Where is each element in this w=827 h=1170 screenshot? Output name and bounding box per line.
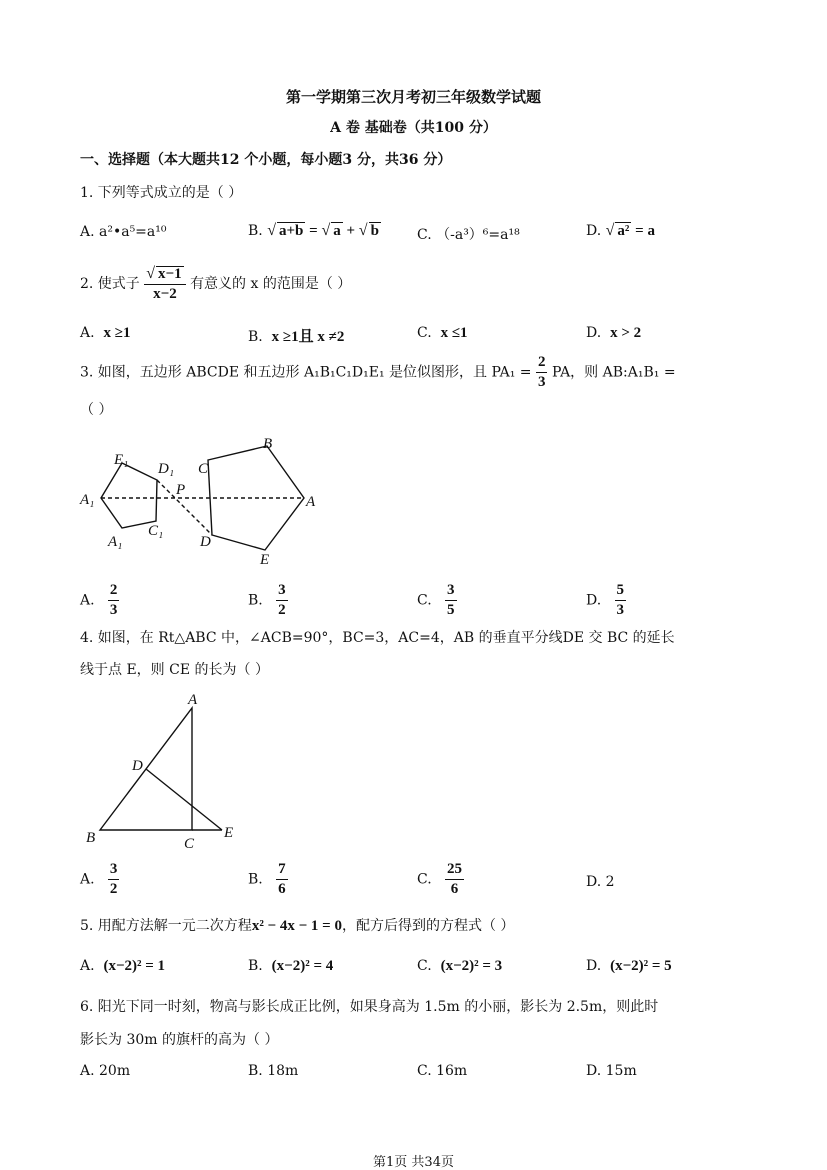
section-heading: 一、选择题（本大题共12 个小题，每小题3 分，共36 分） xyxy=(80,152,452,168)
q4-option-d: D. 2 xyxy=(586,874,615,890)
label-C: C xyxy=(198,461,209,477)
q3-c-label: C. xyxy=(417,592,432,609)
q5-d-label: D. xyxy=(586,958,602,974)
q3-option-b xyxy=(248,583,288,618)
q2-option-c xyxy=(417,325,468,342)
segment-de xyxy=(146,769,222,830)
q2-b-value: x ≥1且 x ≠2 xyxy=(271,329,345,345)
q3-a-label: A. xyxy=(80,592,95,609)
q4-a-num: 3 xyxy=(108,862,120,880)
q6-option-c: C. 16m xyxy=(417,1063,468,1079)
q3-suffix: PA，则 AB:A₁B₁ = xyxy=(551,364,676,381)
question-3-stem xyxy=(80,355,676,390)
small-pentagon xyxy=(101,463,157,528)
label-A: A xyxy=(306,494,316,510)
q3-a-num: 2 xyxy=(108,583,120,601)
q2-a-label: A. xyxy=(80,325,95,341)
fig4-label-B: B xyxy=(86,830,96,846)
q1-option-d: D. √ a² = a xyxy=(586,222,655,239)
q3-paren: （ ） xyxy=(80,402,113,418)
label-A1: A₁ xyxy=(80,492,95,508)
q3-d-num: 5 xyxy=(615,583,627,601)
q4-option-b xyxy=(248,862,288,897)
q2-a-value: x ≥1 xyxy=(103,325,131,341)
question-5-stem xyxy=(80,915,514,935)
q3-ratio-fraction xyxy=(536,355,548,390)
q3-figure-pentagons xyxy=(78,430,328,570)
q1-option-c: C. （-a³）⁶=a¹⁸ xyxy=(417,227,520,243)
q4-a-den: 2 xyxy=(109,881,118,897)
q2-b-label: B. xyxy=(248,329,263,345)
q5-suffix: ，配方后得到的方程式（ ） xyxy=(341,918,515,934)
q4-option-a xyxy=(80,862,119,897)
label-D: D xyxy=(200,534,211,550)
q5-c-value: (x−2)² = 3 xyxy=(440,958,503,974)
q5-a-value: (x−2)² = 1 xyxy=(103,958,166,974)
q6-option-a: A. 20m xyxy=(80,1063,131,1079)
q3-option-a xyxy=(80,583,119,618)
q2-c-label: C. xyxy=(417,325,432,341)
q3-option-c xyxy=(417,583,457,618)
q2-option-d xyxy=(586,325,641,342)
page-number: 第1页 共34页 xyxy=(373,1155,454,1170)
q4-figure-triangle xyxy=(80,690,250,855)
q4-option-c xyxy=(417,862,464,897)
q2-frac-den: x−2 xyxy=(153,286,177,302)
q2-d-label: D. xyxy=(586,325,602,341)
q4-b-num: 7 xyxy=(276,862,288,880)
label-E: E xyxy=(260,552,270,568)
q1-b-radicand: a+b xyxy=(278,223,304,239)
q2-fraction: $\frac{√ x-1}{x-2}$ xyxy=(144,266,185,302)
q5-option-d xyxy=(586,958,672,975)
label-C1: C₁ xyxy=(148,523,164,539)
label-D1: D₁ xyxy=(158,461,175,477)
question-2-stem xyxy=(80,266,351,302)
question-4-line-2: 线于点 E，则 CE 的长为（ ） xyxy=(80,662,269,678)
q4-c-num: 25 xyxy=(445,862,464,880)
q2-option-a xyxy=(80,325,130,342)
q5-b-label: B. xyxy=(248,958,263,974)
fig4-label-D: D xyxy=(132,758,143,774)
q3-b-label: B. xyxy=(248,592,263,609)
q2-d-value: x > 2 xyxy=(610,325,642,341)
q5-equation: x² − 4x − 1 = 0 xyxy=(251,918,342,934)
q5-option-c xyxy=(417,958,502,975)
fig4-label-C: C xyxy=(184,836,195,852)
q6-option-b: B. 18m xyxy=(248,1063,299,1079)
q4-c-label: C. xyxy=(417,871,432,888)
q3-frac-num: 2 xyxy=(536,355,548,373)
q1-b-r1: a xyxy=(333,223,341,239)
q1-option-a: A. a²•a⁵=a¹⁰ xyxy=(80,224,167,240)
q5-option-b xyxy=(248,958,333,975)
q3-b-num: 3 xyxy=(276,583,288,601)
q3-d-den: 3 xyxy=(616,602,625,618)
q2-option-b xyxy=(248,325,344,346)
q5-b-value: (x−2)² = 4 xyxy=(271,958,334,974)
q3-a-den: 3 xyxy=(109,602,118,618)
q3-prefix: 3. 如图，五边形 ABCDE 和五边形 A₁B₁C₁D₁E₁ 是位似图形，且 PA₁ = xyxy=(80,364,532,381)
q1-d-rest: = a xyxy=(635,223,655,239)
q4-b-den: 6 xyxy=(278,881,286,897)
q2-frac-num: x−1 xyxy=(158,266,182,282)
q5-prefix: 5. 用配方法解一元二次方程 xyxy=(80,918,252,934)
q6-option-d: D. 15m xyxy=(586,1063,637,1079)
q3-c-den: 5 xyxy=(447,602,455,618)
q1-b-r2: b xyxy=(370,223,379,239)
label-E1: E₁ xyxy=(114,452,129,468)
label-P: P xyxy=(176,482,186,498)
question-6-line-1: 6. 阳光下同一时刻，物高与影长成正比例，如果身高为 1.5m 的小丽，影长为 2.5m，则此时 xyxy=(80,999,659,1015)
q5-c-label: C. xyxy=(417,958,432,974)
fig4-label-E: E xyxy=(224,825,234,841)
q1-d-radicand: a² xyxy=(617,223,630,239)
q3-c-num: 3 xyxy=(445,583,457,601)
q1-option-b-label: B. xyxy=(248,223,263,239)
q4-c-den: 6 xyxy=(450,881,459,897)
q1-option-d-label: D. xyxy=(586,223,602,239)
q2-suffix: 有意义的 x 的范围是（ ） xyxy=(190,276,352,292)
label-B: B xyxy=(263,436,273,452)
exam-subtitle: A 卷 基础卷（共100 分） xyxy=(330,120,497,136)
q3-b-den: 2 xyxy=(278,602,286,618)
question-1-stem: 1. 下列等式成立的是（ ） xyxy=(80,185,243,201)
q3-option-d xyxy=(586,583,626,618)
q3-d-label: D. xyxy=(586,592,602,609)
q4-b-label: B. xyxy=(248,871,263,888)
question-4-line-1: 4. 如图，在 Rt△ABC 中，∠ACB=90°，BC=3，AC=4，AB 的垂直平分线DE 交 BC 的延长 xyxy=(80,630,675,646)
question-6-line-2: 影长为 30m 的旗杆的高为（ ） xyxy=(80,1032,279,1048)
q4-a-label: A. xyxy=(80,871,95,888)
q5-a-label: A. xyxy=(80,958,95,974)
q3-frac-den: 3 xyxy=(537,374,546,390)
q5-d-value: (x−2)² = 5 xyxy=(610,958,672,974)
q1-b-equals: = xyxy=(309,223,318,239)
label-A1-bottom: A₁ xyxy=(108,534,123,550)
q5-option-a xyxy=(80,958,165,975)
q2-c-value: x ≤1 xyxy=(440,325,468,341)
q1-option-b: B. √ a+b = √ a + √ b xyxy=(248,222,379,239)
exam-title: 第一学期第三次月考初三年级数学试题 xyxy=(285,88,541,106)
q2-prefix: 2. 使式子 xyxy=(80,276,140,292)
q1-b-plus: + xyxy=(346,223,356,239)
fig4-label-A: A xyxy=(188,692,198,708)
